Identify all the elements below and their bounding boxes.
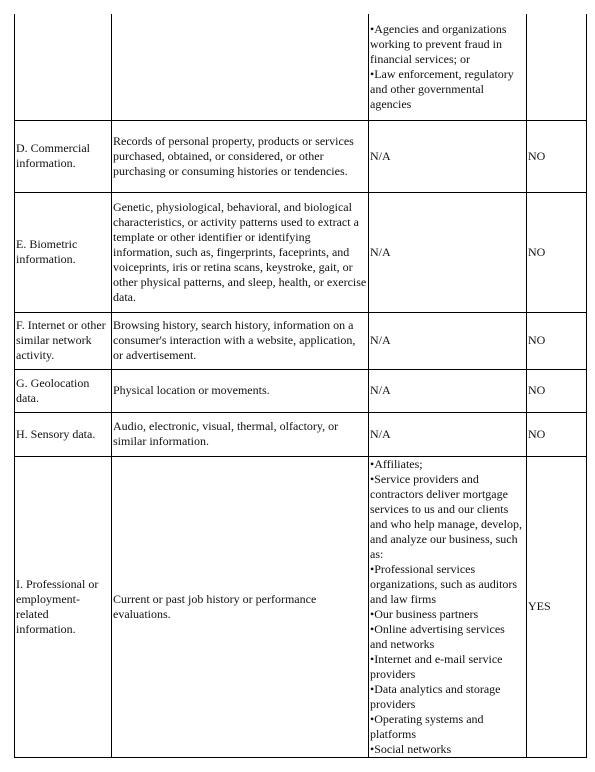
description-cell: Physical location or movements. bbox=[112, 369, 369, 412]
description-cell: Browsing history, search history, information on a consumer's interaction with a website, application, or advertisement. bbox=[112, 312, 369, 369]
list-item: N/A bbox=[370, 244, 391, 259]
list-item: N/A bbox=[370, 383, 391, 397]
list-item: N/A bbox=[370, 148, 391, 163]
category-cell: D. Commercial information. bbox=[15, 120, 112, 192]
disclosed-to-cell bbox=[369, 456, 527, 757]
sold-cell: NO bbox=[527, 192, 587, 312]
description-cell bbox=[112, 14, 369, 120]
list-item: •Internet and e-mail service providers bbox=[370, 651, 503, 681]
list-item: •Our business partners bbox=[370, 606, 479, 621]
table-row bbox=[15, 192, 587, 312]
category-cell: F. Internet or other similar network activity. bbox=[15, 312, 112, 369]
category-cell: E. Biometric information. bbox=[15, 192, 112, 312]
table-row bbox=[15, 312, 587, 369]
list-item: •Operating systems and platforms bbox=[370, 711, 484, 741]
description-cell: Current or past job history or performance evaluations. bbox=[112, 456, 369, 757]
sold-cell: YES bbox=[527, 456, 587, 757]
sold-cell: NO bbox=[527, 369, 587, 412]
list-item: •Law enforcement, regulatory and other governmental agencies bbox=[370, 66, 514, 111]
list-item: •Social networks bbox=[370, 741, 452, 756]
category-cell: I. Professional or employment-related information. bbox=[15, 456, 112, 757]
category-cell bbox=[15, 14, 112, 120]
list-item: •Affiliates; bbox=[370, 456, 423, 471]
list-item: •Online advertising services and networks bbox=[370, 621, 505, 651]
disclosed-to-cell bbox=[369, 412, 527, 456]
category-cell: H. Sensory data. bbox=[15, 412, 112, 456]
table-row bbox=[15, 456, 587, 757]
table-row bbox=[15, 14, 587, 120]
sold-cell: NO bbox=[527, 312, 587, 369]
list-item: •Service providers and contractors deliver mortgage services to us and our clients and who help manage, develop, and analyze our business, such as: bbox=[370, 471, 522, 561]
disclosed-to-cell bbox=[369, 120, 527, 192]
description-cell: Genetic, physiological, behavioral, and biological characteristics, or activity patterns used to extract a template or other identifier or identifying information, such as, fingerprints, faceprints, and voiceprints, iris or retina scans, keystroke, gait, or other physical patterns, and sleep, health, or exercise data. bbox=[112, 192, 369, 312]
table-row bbox=[15, 120, 587, 192]
category-cell: G. Geolocation data. bbox=[15, 369, 112, 412]
description-cell: Audio, electronic, visual, thermal, olfactory, or similar information. bbox=[112, 412, 369, 456]
disclosed-to-cell bbox=[369, 369, 527, 412]
table-row bbox=[15, 412, 587, 456]
description-cell: Records of personal property, products or services purchased, obtained, or considered, or other purchasing or consuming histories or tendencies. bbox=[112, 120, 369, 192]
list-item: •Agencies and organizations working to prevent fraud in financial services; or bbox=[370, 21, 507, 66]
personal-info-table bbox=[14, 14, 587, 758]
disclosed-to-cell bbox=[369, 192, 527, 312]
disclosed-to-cell bbox=[369, 312, 527, 369]
list-item: N/A bbox=[370, 426, 391, 441]
list-item: N/A bbox=[370, 333, 391, 347]
sold-cell bbox=[527, 14, 587, 120]
disclosed-to-cell bbox=[369, 14, 527, 120]
table-row bbox=[15, 369, 587, 412]
list-item: •Data analytics and storage providers bbox=[370, 681, 501, 711]
sold-cell: NO bbox=[527, 412, 587, 456]
list-item: •Professional services organizations, such as auditors and law firms bbox=[370, 561, 518, 606]
sold-cell: NO bbox=[527, 120, 587, 192]
